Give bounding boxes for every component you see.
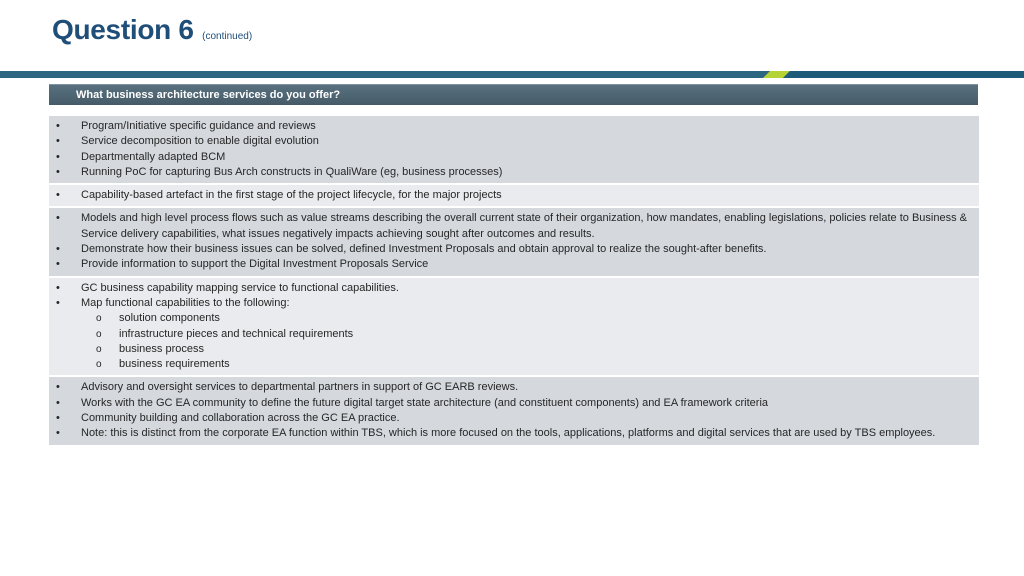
bullet-item [49, 188, 979, 203]
question-bar: What business architecture services do you offer? [49, 84, 978, 105]
bullet-item [49, 150, 979, 165]
bullet-glyph: • [56, 135, 60, 148]
page-subtitle: (continued) [202, 31, 253, 42]
sub-bullet-item [49, 342, 979, 357]
bullet-text: Works with the GC EA community to define the future digital target state architecture (and constituent components) and EA framework criteria [81, 396, 769, 409]
bullet-item [49, 281, 979, 296]
bullet-text: Service decomposition to enable digital evolution [81, 135, 319, 148]
sub-bullet-item [49, 357, 979, 372]
sub-bullet-glyph: o [96, 359, 102, 371]
sub-bullet-glyph: o [96, 343, 102, 355]
bullet-text: GC business capability mapping service to functional capabilities. [81, 281, 399, 294]
page-title: Question 6 [52, 14, 194, 45]
bullet-text: Community building and collaboration across the GC EA practice. [81, 412, 400, 425]
bullet-glyph: • [56, 412, 60, 425]
bullet-glyph: • [56, 281, 60, 294]
bullet-text: Program/Initiative specific guidance and reviews [81, 120, 316, 132]
sub-bullet-item [49, 311, 979, 326]
bullet-text: Running PoC for capturing Bus Arch constructs in QualiWare (eg, business processes) [81, 165, 503, 178]
sub-bullet-text: business requirements [119, 358, 230, 371]
bullet-text: Models and high level process flows such as value streams describing the overall current state of their organization, how mandates, enabling legislations, policies relate to Business & Service delivery capabilities, what issues negatively impacts achieving sought after outcomes and results. [81, 212, 967, 240]
bullet-glyph: • [56, 296, 60, 309]
bullet-item [49, 257, 979, 272]
bullet-glyph: • [56, 212, 60, 225]
bullet-glyph: • [56, 120, 60, 132]
sub-bullet-text: business process [119, 342, 204, 355]
bullet-item [49, 119, 979, 134]
bullet-text: Map functional capabilities to the following: [81, 296, 290, 309]
sub-bullet-glyph: o [96, 313, 102, 325]
bullet-glyph: • [56, 427, 60, 440]
bullet-glyph: • [56, 150, 60, 163]
sub-bullet-text: infrastructure pieces and technical requirements [119, 327, 354, 340]
answer-row [49, 278, 979, 378]
sub-bullet-item [49, 327, 979, 342]
bullet-glyph: • [56, 381, 60, 394]
bullet-text: Advisory and oversight services to departmental partners in support of GC EARB reviews. [81, 381, 519, 394]
sub-bullet-glyph: o [96, 328, 102, 340]
bullet-item [49, 296, 979, 311]
bullet-item [49, 211, 979, 242]
header-divider [0, 71, 1024, 78]
sub-bullet-text: solution components [119, 312, 220, 325]
bullet-text: Note: this is distinct from the corporate EA function within TBS, which is more focused on the tools, applications, platforms and digital services that are used by TBS employees. [81, 427, 936, 440]
bullet-item [49, 242, 979, 257]
slide-title [52, 14, 252, 46]
answer-row [49, 208, 979, 277]
bullet-item [49, 396, 979, 411]
bullet-glyph: • [56, 258, 60, 271]
answer-row [49, 116, 979, 185]
bullet-item [49, 134, 979, 149]
bullet-item [49, 411, 979, 426]
bullet-glyph: • [56, 165, 60, 178]
bullet-item [49, 426, 979, 441]
bullet-text: Demonstrate how their business issues can be solved, defined Investment Proposals and obtain approval to realize the sought-after benefits. [81, 243, 767, 256]
bullet-glyph: • [56, 189, 60, 202]
bullet-text: Provide information to support the Digital Investment Proposals Service [81, 258, 429, 271]
bullet-glyph: • [56, 396, 60, 409]
bullet-item [49, 380, 979, 395]
answer-row [49, 377, 979, 446]
bullet-glyph: • [56, 243, 60, 256]
answer-row [49, 185, 979, 208]
bullet-text: Departmentally adapted BCM [81, 150, 226, 163]
bullet-text: Capability-based artefact in the first stage of the project lifecycle, for the major projects [81, 189, 502, 202]
answers-table [49, 116, 979, 447]
bullet-item [49, 165, 979, 180]
